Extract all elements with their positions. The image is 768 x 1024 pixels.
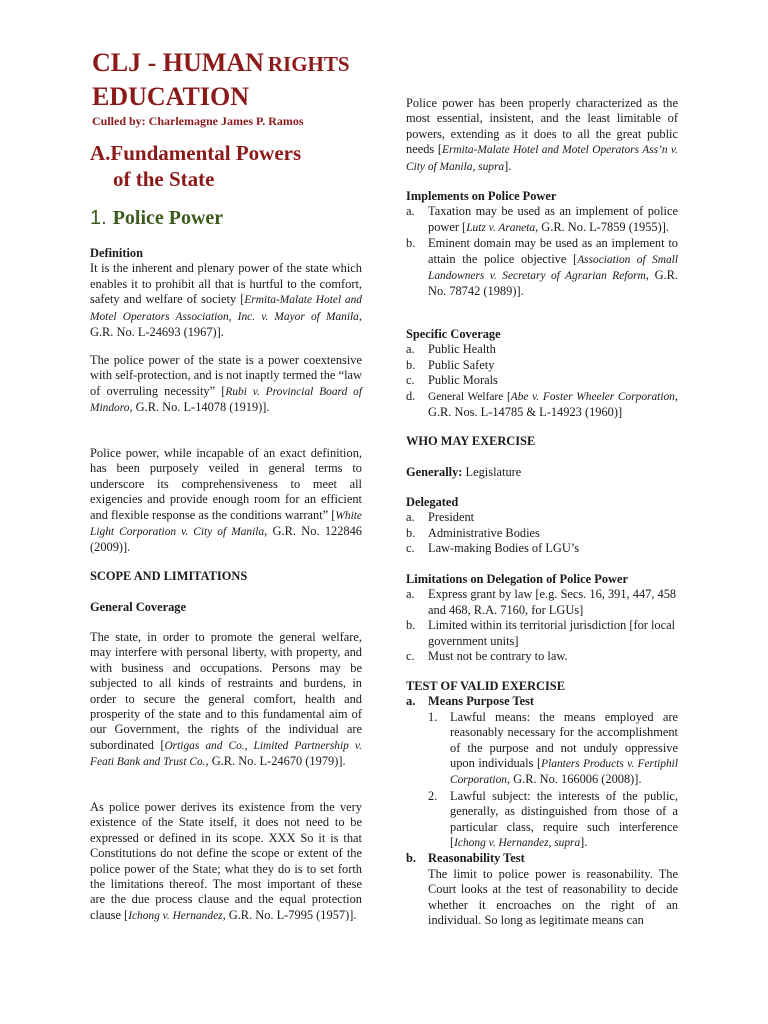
test-valid-exercise-heading: TEST OF VALID EXERCISE [406,679,565,693]
definition-block [90,246,362,340]
item-text: Express grant by law [e.g. Secs. 16, 391, 447, 458 and 468, R.A. 7160, for LGUs] [428,587,677,617]
para-text-end: , G.R. No. 122846 (2009)]. [90,524,362,555]
section-1-label: Police Power [112,207,224,229]
test-label: Means Purpose Test [428,694,535,709]
general-coverage-heading-block [90,600,362,615]
general-coverage-heading: General Coverage [90,600,186,614]
item-text: Public Health [428,342,496,357]
list-item [406,510,678,525]
specific-coverage-block [406,327,678,420]
para-text: The limit to police power is reasonability. The Court looks at the test of reasonability to decide whether it encroaches on the right of an individual. So long as legitimate means can [428,866,678,928]
list-item [406,587,682,618]
title-part-b: RIGHTS [267,52,350,76]
test-label: Reasonability Test [428,851,525,866]
list-item [406,358,678,373]
case-citation: Ichong v. Hernandez [128,909,223,922]
list-marker: a. [406,587,415,602]
section-a-heading [90,140,301,192]
item-text: Public Morals [428,373,498,388]
section-1-heading [90,207,223,230]
list-item [406,526,678,541]
delegated-heading: Delegated [406,495,459,509]
case-citation: Ermita-Malate Hotel and Motel Operators Association, Inc. v. Mayor of Manila [90,294,362,323]
para-text-end: , G.R. No. L-7995 (1957)]. [222,907,357,922]
item-text: Law-making Bodies of LGU’s [428,541,580,556]
list-marker: b. [406,357,416,372]
delegated-list [406,510,678,556]
author-line: Culled by: Charlemagne James P. Ramos [92,114,304,128]
limitations-heading: Limitations on Delegation of Police Power [406,572,628,586]
paragraph-limitations [90,800,362,924]
item-text: Must not be contrary to law. [428,649,568,664]
scope-heading: SCOPE AND LIMITATIONS [90,569,248,583]
generally-value: Legislature [465,465,522,479]
para-text-end: , G.R. No. L-14078 (1919)]. [129,400,270,415]
case-citation: Ichong v. Hernandez, supra [454,837,581,850]
item-text-end: ]. [580,835,588,850]
para-text-end: , G.R. No. L-24693 (1967)]. [90,308,362,340]
limitations-list [406,587,682,664]
item-text: Limited within its territorial jurisdiction [for local government units] [428,618,676,648]
paragraph-overruling-necessity [90,353,362,417]
list-marker: a. [406,342,415,357]
list-marker: b. [406,236,416,251]
list-item [406,541,678,556]
list-item [428,710,678,789]
section-a-line1: A.Fundamental Powers [90,141,302,165]
case-citation: White Light Corporation v. City of Manila [90,509,362,539]
list-marker: a. [406,694,416,709]
list-item [406,618,682,649]
list-item [406,236,678,300]
para-text: Police power, while incapable of an exact definition, has been purposely veiled in general terms to underscore its comprehensiveness to meet all exigencies and provide enough room for an efficient and flexible response as the conditions warrant” [ [90,446,362,522]
who-may-exercise-heading: WHO MAY EXERCISE [406,434,536,448]
item-text: Lawful subject: the interests of the public, generally, as distinguished from those of a particular class, require such interference [ [450,788,678,850]
list-item [406,649,682,664]
list-item [406,342,678,357]
means-purpose-list [428,710,678,852]
delegated-block [406,495,678,557]
scope-heading-block [90,569,362,584]
item-text: General Welfare [ [428,390,511,403]
list-marker: a. [406,510,415,525]
case-citation: Planters Products v. Fertiphil Corporation [450,758,678,787]
list-marker: 1. [428,709,438,724]
title-part-c: EDUCATION [92,82,249,111]
generally-label: Generally: [406,465,463,479]
section-a-line2: of the State [113,167,215,191]
item-text: Administrative Bodies [428,525,540,540]
definition-paragraph [90,261,362,340]
limitations-block [406,572,682,664]
means-purpose-items [406,710,678,852]
implements-heading: Implements on Police Power [406,189,557,203]
para-text: As police power derives its existence from the very existence of the State itself, it does not need to be expressed or defined in its scope. XXX So it is that Constitutions do not define the scope or extent of the police power of the State; what they do is to set forth the limitations thereof. The most important of these are the due process clause and the equal protection clause [ [90,800,362,922]
list-item [406,389,678,421]
title-part-a: CLJ - HUMAN [92,48,264,77]
reasonability-paragraph [406,867,678,929]
list-marker: b. [406,525,416,540]
case-citation: Ermita-Malate Hotel and Motel Operators Ass’n v. City of Manila, supra [406,144,678,173]
specific-coverage-heading: Specific Coverage [406,327,501,341]
case-citation: Rubi v. Provincial Board of Mindoro [90,385,362,415]
generally-line [406,465,678,480]
item-text-end: , G.R. No. 166006 (2008)]. [506,772,642,787]
list-marker: b. [406,618,416,633]
list-item [406,204,678,236]
list-marker: b. [406,851,416,866]
item-text-end: , G.R. No. L-7859 (1955)]. [535,219,669,234]
para-text-end: ]. [504,158,512,173]
case-citation: Abe v. Foster Wheeler Corporation [510,390,675,403]
specific-coverage-list [406,342,678,420]
list-marker: d. [406,388,416,403]
item-text: Lawful means: the means employed are reasonably necessary for the accomplishment of the purpose and not unduly oppressive upon individuals [ [450,709,678,771]
paragraph-exact-definition [90,446,362,556]
list-marker: 2. [428,788,438,803]
reasonability-test-heading [406,851,678,866]
list-marker: c. [406,541,415,556]
paragraph-general-welfare [90,630,362,771]
paragraph-characterized [406,96,678,175]
list-marker: c. [406,649,415,664]
para-text: It is the inherent and plenary power of the state which enables it to prohibit all that is hurtful to the comfort, safety and welfare of society [ [90,261,362,307]
item-text-end: , G.R. Nos. L-14785 & L-14923 (1960)] [428,388,678,420]
list-marker: c. [406,373,415,388]
document-title [92,48,350,112]
test-valid-exercise-block [406,679,678,929]
para-text: The state, in order to promote the general welfare, may interfere with personal liberty, with property, and with business and occupations. Persons may be subjected to all kinds of restraints and burdens, in order to secure the general comfort, health and prosperity of the state and to this fundamental aim of our Government, the rights of the individual are subordinated [ [90,630,362,752]
para-text: Police power has been properly characterized as the most essential, insistent, and the least limitable of powers, extending as it does to all the great public needs [ [406,96,678,157]
list-item [406,373,678,388]
case-citation: Lutz v. Araneta [466,221,536,234]
list-marker: a. [406,204,415,219]
implements-block [406,189,678,300]
case-citation: Ortigas and Co., Limited Partnership v. Feati Bank and Trust Co. [90,739,362,769]
section-1-number: 1. [90,207,107,229]
who-may-exercise-block [406,434,678,449]
item-text: President [428,510,475,525]
list-item [428,789,678,852]
case-citation: Association of Small Landowners v. Secretary of Agrarian Reform [428,253,678,283]
definition-heading: Definition [90,246,144,260]
item-text: Public Safety [428,357,495,372]
para-text-end: , G.R. No. L-24670 (1979)]. [205,754,346,769]
item-text: Eminent domain may be used as an implement to attain the police objective [ [428,236,678,266]
item-text: Taxation may be used as an implement of police power [ [428,204,678,234]
item-text-end: , G.R. No. 78742 (1989)]. [428,268,678,299]
implements-list [406,204,678,299]
para-text: The police power of the state is a power coextensive with self-protection, and is not inaptly termed the “law of overruling necessity” [ [90,353,362,398]
means-purpose-test-heading [406,694,678,709]
